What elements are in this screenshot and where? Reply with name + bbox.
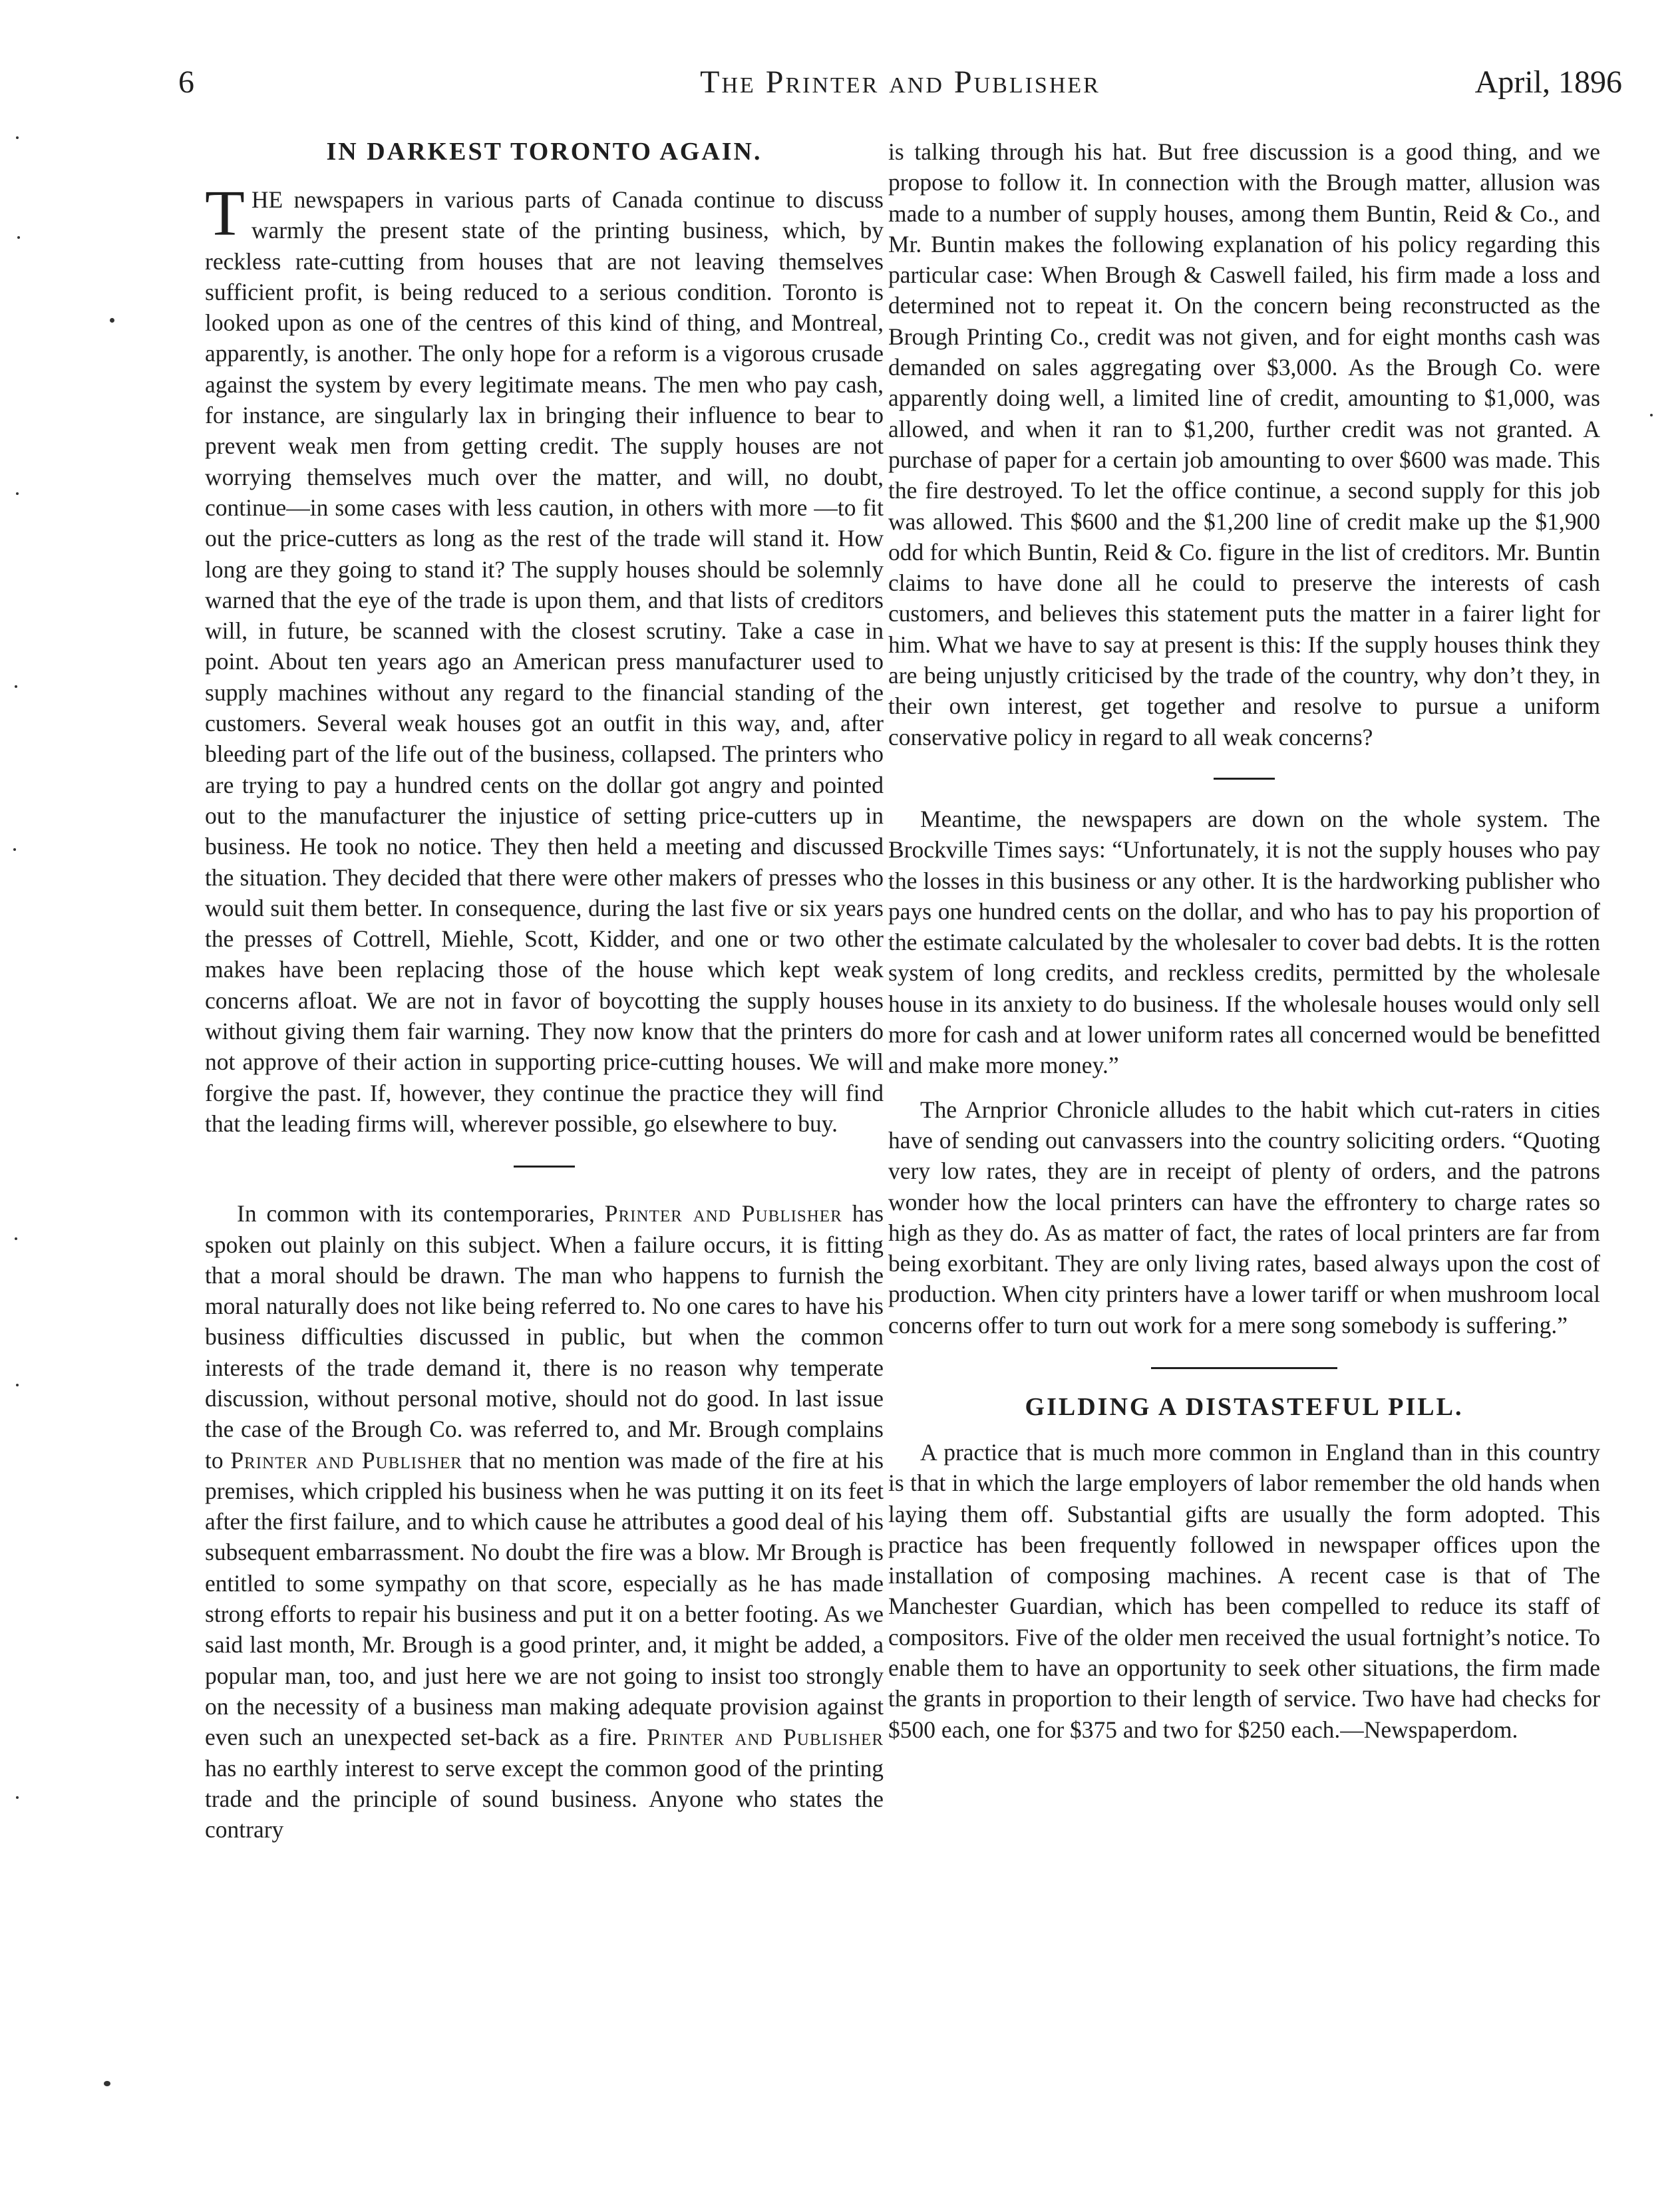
right-column	[888, 136, 1600, 1745]
margin-speck	[1650, 414, 1653, 416]
article-paragraph: The Arnprior Chronicle alludes to the habit which cut-raters in cities have of sending out canvassers into the country soliciting orders. “Quoting very low rates, they are in receipt of plenty of orders, and the patrons wonder how the local printers can have the effrontery to charge rates so high as they do. As as matter of fact, the rates of local printers are far from being exorbitant. They are only living rates, based always upon the cost of production. When city printers have a lower tariff or when mushroom local concerns offer to turn out work for a mere song somebody is suffering.”	[888, 1096, 1600, 1339]
page-number: 6	[178, 65, 194, 100]
article-headline: GILDING A DISTASTEFUL PILL.	[1025, 1392, 1464, 1421]
margin-speck	[15, 1237, 17, 1240]
paragraph-text: has no earthly interest to serve except the common good of the printing trade and the principle of sound business. Anyone who states the contrary	[205, 1754, 884, 1843]
article-paragraph	[205, 178, 884, 1139]
article-paragraph-continued: is talking through his hat. But free discussion is a good thing, and we propose to follow it. In connection with the Brough matter, allusion was made to a number of supply houses, among them Buntin, Reid & Co., and Mr. Buntin makes the following explanation of his policy regarding this particular case: When Brough & Caswell failed, his firm made a loss and determined not to repeat it. On the concern being reconstructed as the Brough Printing Co., credit was not given, and for eight months cash was demanded on sales aggregating over $3,000. As the Brough Co. were apparently doing well, a limited line of credit, amounting to $1,000, was allowed, and when it ran to $1,200, further credit was not granted. A purchase of paper for a certain job amounting to over $600 was made. This the fire destroyed. To let the office continue, a second supply for this job was allowed. This $600 and the $1,200 line of credit make up the $1,900 odd for which Buntin, Reid & Co. figure in the list of creditors. Mr. Buntin claims to have done all he could to preserve the interests of cash customers, and believes this statement puts the matter in a fairer light for him. What we have to say at present is this: If the supply houses think they are being unjustly criticised by the trade of the country, why don’t they, in their own interest, get together and resolve to pursue a uniform conservative policy in regard to all weak concerns?	[888, 138, 1600, 750]
paragraph-text: has spoken out plainly on this subject. When a failure occurs, it is fitting that a moral should be drawn. The man who happens to furnish the moral naturally does not like being referred to. No one cares to have his business difficulties discussed in public, but when the common interests of the trade demand it, there is no reason why temperate discussion, without personal motive, should not do good. In last issue the case of the Brough Co. was referred to, and Mr. Brough complains to	[205, 1200, 884, 1474]
running-header	[178, 64, 1622, 104]
article-paragraph	[205, 1198, 884, 1845]
margin-speck	[110, 318, 114, 323]
margin-speck	[16, 1796, 19, 1799]
publication-name: Printer and Publisher	[230, 1446, 462, 1474]
section-divider	[1214, 778, 1275, 780]
publication-name: Printer and Publisher	[604, 1200, 842, 1227]
margin-speck	[16, 136, 19, 139]
publication-name: Printer and Publisher	[647, 1724, 884, 1751]
paragraph-text: that no mention was made of the fire at his premises, which crippled his business when he was putting it on its feet after the first failure, and to which cause he attributes a good deal of his subsequent embarrassment. No doubt the fire was a blow. Mr Brough is entitled to some sympathy on that score, especially as he has made strong efforts to repair his business and put it on a better footing. As we said last month, Mr. Brough is a good printer, and, it might be added, a popular man, too, and just here we are not going to insist too strongly on the necessity of a business man making adequate provision against even such an unexpected set-back as a fire.	[205, 1446, 884, 1751]
margin-speck	[104, 2081, 110, 2086]
margin-speck	[16, 1384, 19, 1386]
journal-title: The Printer and Publisher	[700, 65, 1100, 100]
issue-date: April, 1896	[1474, 65, 1622, 100]
margin-speck	[13, 848, 16, 851]
section-divider	[514, 1166, 575, 1168]
margin-speck	[17, 236, 20, 239]
paragraph-text: HE newspapers in various parts of Canada continue to discuss warmly the present state of the printing business, which, by reckless rate-cutting from houses that are not leaving themselves sufficient profit, is being reduced to a serious condition. Toronto is looked upon as one of the centres of this kind of thing, and Montreal, apparently, is another. The only hope for a reform is a vigorous crusade against the system by every legitimate means. The men who pay cash, for instance, are singularly lax in bringing their influence to bear to prevent weak men from getting credit. The supply houses are not worrying themselves much over the matter, and will, no doubt, continue—in some cases with less caution, in others with more —to fit out the price-cutters as long as the rest of the trade will stand it. How long are they going to stand it? The supply houses should be solemnly warned that the eye of the trade is upon them, and that lists of creditors will, in future, be scanned with the closest scrutiny. Take a case in point. About ten years ago an American press manufacturer used to supply machines without any regard to the financial standing of the customers. Several weak houses got an outfit in this way, and, after bleeding part of the life out of the business, collapsed. The printers who are trying to pay a hundred cents on the dollar got angry and pointed out to the manufacturer the injustice of setting price-cutters up in business. He took no notice. They then held a meeting and discussed the situation. They decided that there were other makers of presses who would suit them better. In consequence, during the last five or six years the presses of Cottrell, Miehle, Scott, Kidder, and one or two other makes have been replacing those of the house which kept weak concerns afloat. We are not in favor of boycotting the supply houses without giving them fair warning. They now know that the printers do not approve of their action in supporting price-cutting houses. We will forgive the past. If, however, they continue the practice they will find that the leading firms will, wherever possible, go elsewhere to buy.	[205, 186, 884, 1137]
section-divider	[1151, 1367, 1337, 1369]
paragraph-text: In common with its contemporaries,	[237, 1200, 595, 1227]
left-column	[205, 136, 884, 1845]
article-paragraph: Meantime, the newspapers are down on the whole system. The Brockville Times says: “Unfortunately, it is not the supply houses who pay the losses in this business or any other. It is the hardworking publisher who pays one hundred cents on the dollar, and who has to pay his proportion of the estimate calculated by the wholesaler to cover bad debts. It is the rotten system of long credits, and reckless credits, permitted by the wholesale house in its anxiety to do business. If the wholesale houses would only sell more for cash and at lower uniform rates all concerned would be benefitted and make more money.”	[888, 805, 1600, 1079]
article-headline: IN DARKEST TORONTO AGAIN.	[326, 138, 762, 166]
margin-speck	[16, 492, 19, 495]
margin-speck	[15, 685, 17, 688]
article-paragraph: A practice that is much more common in England than in this country is that in which the large employers of labor remember the old hands when laying them off. Substantial gifts are usually the form adopted. This practice has been frequently followed in newspaper offices upon the installation of composing machines. A recent case is that of The Manchester Guardian, which has been compelled to reduce its staff of compositors. Five of the older men received the usual fortnight’s notice. To enable them to have an opportunity to seek other situations, the firm made the grants in proportion to their length of service. Two have had checks for $500 each, one for $375 and two for $250 each.—Newspaperdom.	[888, 1438, 1600, 1743]
drop-cap: T	[205, 178, 245, 249]
